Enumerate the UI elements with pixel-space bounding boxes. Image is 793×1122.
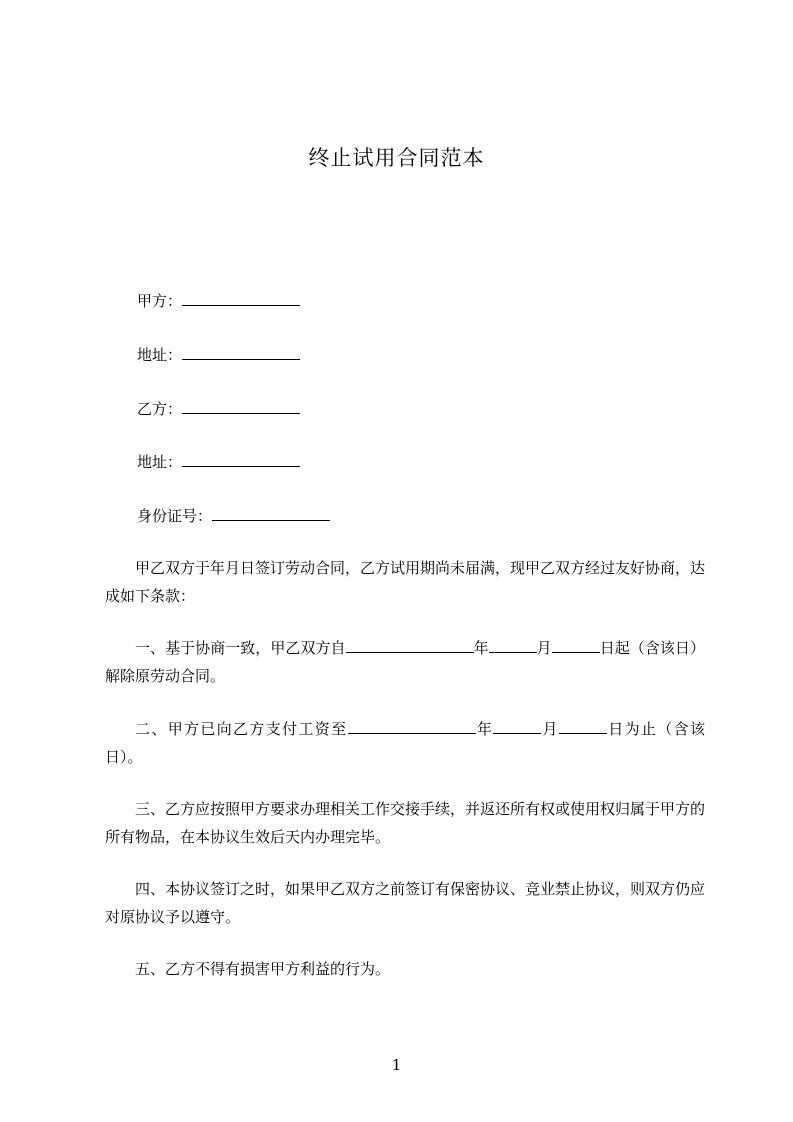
clause-2 bbox=[105, 715, 705, 771]
field-label: 地址： bbox=[137, 453, 183, 471]
id-number-field bbox=[137, 506, 330, 526]
fill-blank bbox=[182, 345, 300, 360]
clause-3: 三、乙方应按照甲方要求办理相关工作交接手续，并返还所有权或使用权归属于甲方的所有物品，在本协议生效后天内办理完毕。 bbox=[105, 800, 706, 846]
fill-blank bbox=[346, 638, 474, 653]
party-a-field bbox=[137, 291, 300, 311]
fill-blank bbox=[552, 638, 600, 653]
intro-paragraph: 甲乙双方于年月日签订劳动合同，乙方试用期尚未届满，现甲乙双方经过友好协商，达成如下条款： bbox=[105, 559, 706, 605]
fill-blank bbox=[212, 506, 330, 521]
field-label: 甲方： bbox=[137, 292, 183, 310]
field-label: 乙方： bbox=[137, 400, 183, 418]
month-label: 月 bbox=[541, 720, 559, 738]
fill-blank bbox=[182, 291, 300, 306]
fill-blank bbox=[182, 452, 300, 467]
fill-blank bbox=[493, 719, 541, 734]
fill-blank bbox=[559, 719, 607, 734]
party-b-field bbox=[137, 399, 300, 419]
field-label: 地址： bbox=[137, 346, 183, 364]
fill-blank bbox=[182, 399, 300, 414]
party-b-address-field bbox=[137, 452, 300, 472]
clause-1-prefix: 一、基于协商一致，甲乙双方自 bbox=[135, 639, 346, 657]
year-label: 年 bbox=[473, 639, 489, 657]
clause-2-suffix: 日为止（含该日）。 bbox=[105, 720, 705, 766]
page-number: 1 bbox=[391, 1056, 402, 1074]
clause-5: 五、乙方不得有损害甲方利益的行为。 bbox=[135, 960, 391, 978]
fill-blank bbox=[489, 638, 537, 653]
fill-blank bbox=[348, 719, 476, 734]
clause-1-suffix: 日起（含该日）解除原劳动合同。 bbox=[105, 639, 705, 685]
clause-4: 四、本协议签订之时，如果甲乙双方之前签订有保密协议、竞业禁止协议，则双方仍应对原协议予以遵守。 bbox=[105, 880, 706, 926]
clause-2-prefix: 二、甲方已向乙方支付工资至 bbox=[135, 720, 348, 738]
clause-1 bbox=[105, 634, 705, 690]
month-label: 月 bbox=[536, 639, 552, 657]
party-a-address-field bbox=[137, 345, 300, 365]
field-label: 身份证号： bbox=[137, 507, 213, 525]
document-title: 终止试用合同范本 bbox=[308, 146, 485, 170]
year-label: 年 bbox=[475, 720, 494, 738]
